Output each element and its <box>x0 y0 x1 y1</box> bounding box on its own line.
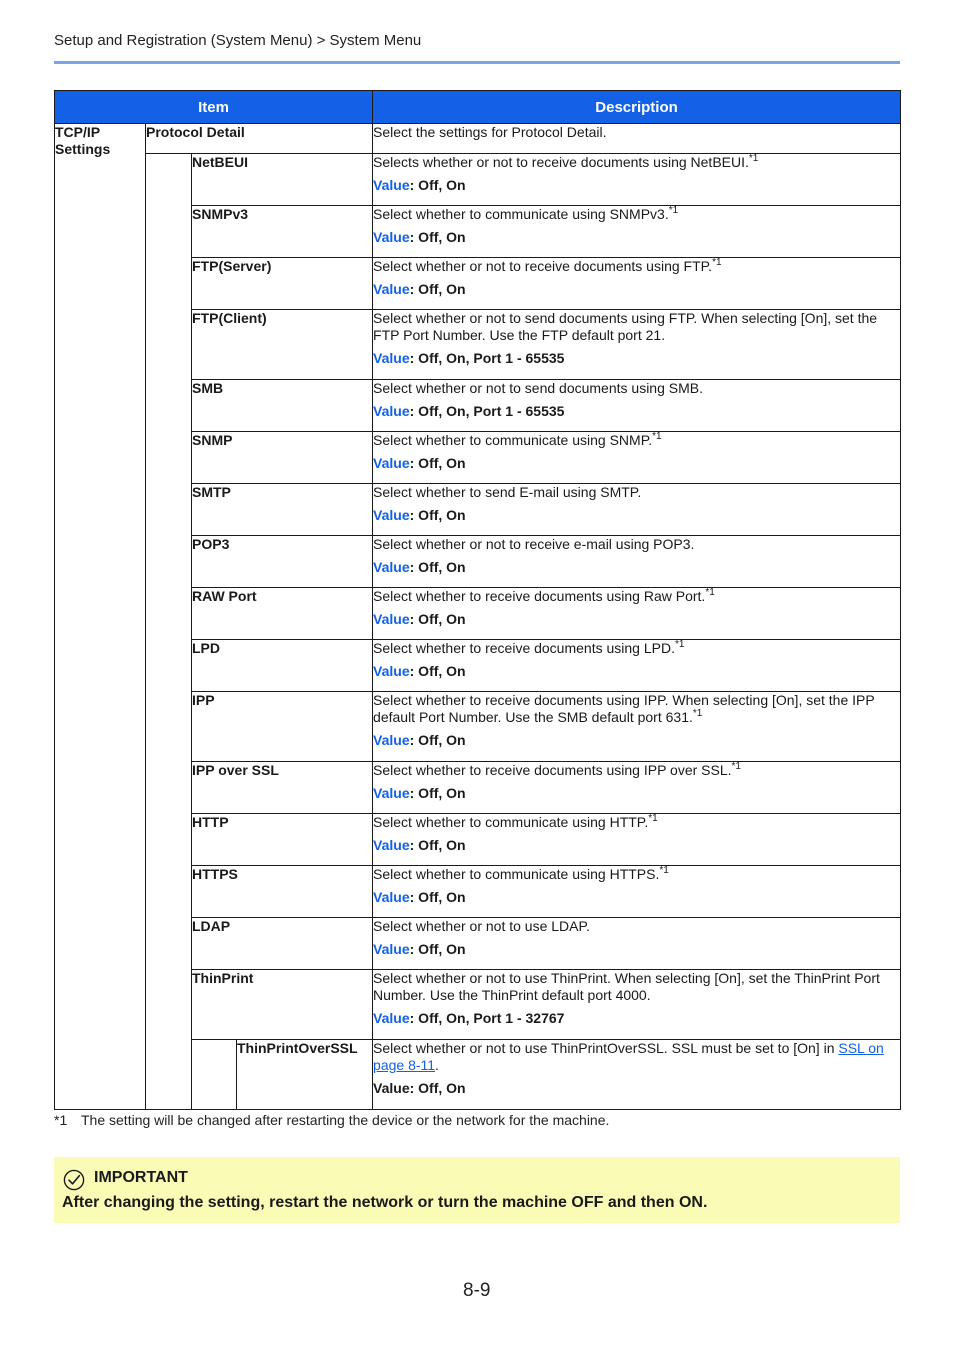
value-line <box>373 611 900 628</box>
value-options: : Off, On <box>409 455 466 471</box>
row-label <box>192 970 373 1040</box>
description-text: Select whether to receive documents using Raw Port. <box>373 588 706 604</box>
value-line <box>373 1010 900 1027</box>
value-options: : Off, On, Port 1 - 32767 <box>409 1010 565 1026</box>
description-text: Select whether to communicate using SNMP. <box>373 432 653 448</box>
row-label <box>192 640 373 692</box>
row-label-text: IPP over SSL <box>192 762 279 778</box>
description-text: Select whether or not to use ThinPrintOverSSL. SSL must be set to [On] in <box>373 1040 839 1056</box>
value-line <box>373 177 900 194</box>
description-text: Select whether or not to send documents using FTP. When selecting [On], set the FTP Port Number. Use the FTP default port 21. <box>373 310 878 343</box>
breadcrumb: Setup and Registration (System Menu) > System Menu <box>54 32 422 49</box>
value-line <box>373 1080 900 1097</box>
value-options: : Off, On <box>409 611 466 627</box>
row-description <box>373 310 901 380</box>
value-line <box>373 732 900 749</box>
footnote-reference: *1 <box>674 639 685 650</box>
description-text: Select whether or not to receive e-mail using POP3. <box>373 536 695 552</box>
row-label-text: FTP(Client) <box>192 310 267 326</box>
value-key: Value <box>373 177 410 193</box>
important-body: After changing the setting, restart the network or turn the machine OFF and then ON. <box>62 1194 708 1211</box>
description-text: Select whether or not to send documents using SMB. <box>373 380 703 396</box>
row-label-text: ThinPrintOverSSL <box>237 1040 358 1056</box>
row-description <box>373 692 901 762</box>
row-label <box>192 692 373 762</box>
settings-table <box>54 90 901 1110</box>
row-label-text: SNMP <box>192 432 233 448</box>
row-label-text: HTTPS <box>192 866 238 882</box>
value-key: Value <box>373 403 410 419</box>
row-description <box>373 762 901 814</box>
subgroup-label-text: Protocol Detail <box>146 124 245 140</box>
value-options: : Off, On <box>409 281 466 297</box>
value-options: : Off, On <box>409 229 466 245</box>
description-text: Select whether to communicate using HTTPS. <box>373 866 660 882</box>
description-line <box>373 432 900 449</box>
row-description <box>373 432 901 484</box>
description-text: Select whether or not to use LDAP. <box>373 918 590 934</box>
row-label <box>237 1040 373 1110</box>
description-line <box>373 154 900 171</box>
value-line <box>373 403 900 420</box>
row-description <box>373 258 901 310</box>
row-label-text: RAW Port <box>192 588 257 604</box>
description-line <box>373 588 900 605</box>
row-label <box>192 154 373 206</box>
row-label-text: LPD <box>192 640 220 656</box>
row-label-text: SMB <box>192 380 224 396</box>
row-description <box>373 536 901 588</box>
description-line <box>373 484 900 501</box>
row-description <box>373 484 901 536</box>
value-options: : Off, On <box>409 785 466 801</box>
description-line <box>373 536 900 553</box>
value-key: Value <box>373 1010 410 1026</box>
value-key: Value <box>373 455 410 471</box>
value-line <box>373 229 900 246</box>
value-key: Value <box>373 229 410 245</box>
description-line <box>373 380 900 397</box>
row-label-text: FTP(Server) <box>192 258 272 274</box>
indent-cell <box>146 154 192 1110</box>
value-key: Value <box>373 281 410 297</box>
description-line <box>373 866 900 883</box>
footnote-reference: *1 <box>712 257 722 268</box>
footnote-reference: *1 <box>748 153 759 164</box>
row-description <box>373 1040 901 1110</box>
footnote-text: The setting will be changed after restarting the device or the network for the machine. <box>81 1112 610 1128</box>
footnote-reference: *1 <box>652 431 662 442</box>
value-options: : Off, On <box>409 559 466 575</box>
row-label-text: POP3 <box>192 536 230 552</box>
value-options: : Off, On <box>409 507 466 523</box>
value-options: : Off, On <box>409 837 466 853</box>
row-label <box>192 380 373 432</box>
value-line <box>373 455 900 472</box>
footnote-reference: *1 <box>668 205 679 216</box>
description-text: Select whether to receive documents using LPD. <box>373 640 675 656</box>
row-description <box>373 380 901 432</box>
row-label <box>192 918 373 970</box>
footnote-reference: *1 <box>659 865 669 876</box>
description-text: Selects whether or not to receive documents using NetBEUI. <box>373 154 749 170</box>
description-text: Select whether or not to use ThinPrint. When selecting [On], set the ThinPrint Port Number. Use the ThinPrint default port 4000. <box>373 970 880 1003</box>
ssl-page-link[interactable]: SSL on page 8-11 <box>373 1040 884 1073</box>
footnote-reference: *1 <box>731 761 741 772</box>
row-label-text: NetBEUI <box>192 154 249 170</box>
description-line <box>373 970 900 1004</box>
value-key: Value <box>373 663 410 679</box>
description-text: Select whether or not to receive documents using FTP. <box>373 258 713 274</box>
value-line <box>373 889 900 906</box>
footnote-reference: *1 <box>705 587 715 598</box>
description-line <box>373 310 900 344</box>
description-line <box>373 258 900 275</box>
value-line <box>373 281 900 298</box>
footnote-mark: *1 <box>54 1112 68 1128</box>
value-options: : Off, On <box>409 663 466 679</box>
page-number: 8-9 <box>463 1280 491 1301</box>
row-description <box>373 866 901 918</box>
row-label <box>192 258 373 310</box>
value-line <box>373 837 900 854</box>
value-options: : Off, On, Port 1 - 65535 <box>409 403 565 419</box>
value-line <box>373 350 900 367</box>
description-line <box>373 1040 900 1074</box>
footnote-reference: *1 <box>648 813 658 824</box>
value-options: : Off, On <box>409 732 466 748</box>
row-description <box>373 814 901 866</box>
row-label <box>192 310 373 380</box>
value-options: : Off, On <box>409 941 466 957</box>
value-key: Value <box>373 837 410 853</box>
description-text: Select whether to send E-mail using SMTP. <box>373 484 642 500</box>
row-label <box>192 432 373 484</box>
row-label-text: HTTP <box>192 814 229 830</box>
description-text: Select whether to communicate using SNMPv3. <box>373 206 669 222</box>
value-key: Value <box>373 941 410 957</box>
value-line <box>373 507 900 524</box>
description-line <box>373 692 900 726</box>
row-label <box>192 536 373 588</box>
row-label-text: SNMPv3 <box>192 206 249 222</box>
row-label <box>192 866 373 918</box>
table-row <box>55 124 901 154</box>
column-header-item: Item <box>55 91 373 124</box>
value-key: Value <box>373 889 410 905</box>
indent-cell <box>192 1040 237 1110</box>
description-line <box>373 814 900 831</box>
value-options: : Off, On <box>409 177 466 193</box>
value-key: Value <box>373 507 410 523</box>
description-text: Select the settings for Protocol Detail. <box>373 124 607 140</box>
header-divider <box>54 61 900 64</box>
description-line <box>373 640 900 657</box>
subgroup-label-protocol-detail <box>146 124 373 154</box>
row-label-text: LDAP <box>192 918 231 934</box>
value-key: Value <box>373 350 410 366</box>
value-key: Value <box>373 785 410 801</box>
row-label-text: SMTP <box>192 484 231 500</box>
row-label-text: ThinPrint <box>192 970 254 986</box>
checkmark-circle-icon <box>63 1169 85 1191</box>
description-line <box>373 918 900 935</box>
footnote <box>54 1112 609 1128</box>
row-description <box>373 970 901 1040</box>
subgroup-description <box>373 124 901 154</box>
description-line <box>373 206 900 223</box>
row-description <box>373 918 901 970</box>
row-label <box>192 206 373 258</box>
value-line <box>373 785 900 802</box>
value-key: Value <box>373 611 410 627</box>
row-description <box>373 206 901 258</box>
row-label-text: IPP <box>192 692 215 708</box>
row-label <box>192 762 373 814</box>
group-label-text: TCP/IP Settings <box>55 124 111 157</box>
group-label-tcpip <box>55 124 146 1110</box>
important-title: IMPORTANT <box>94 1169 188 1186</box>
row-description <box>373 640 901 692</box>
value-options: : Off, On, Port 1 - 65535 <box>409 350 565 366</box>
table-row <box>55 154 901 206</box>
important-box <box>54 1157 900 1223</box>
table-header-row <box>55 91 901 124</box>
description-tail: . <box>435 1057 439 1073</box>
value-options: Value: Off, On <box>373 1080 466 1096</box>
footnote-reference: *1 <box>692 708 703 719</box>
description-text: Select whether to communicate using HTTP. <box>373 814 649 830</box>
value-key: Value <box>373 559 410 575</box>
description-text: Select whether to receive documents using IPP over SSL. <box>373 762 732 778</box>
row-label <box>192 588 373 640</box>
description-text: Select whether to receive documents using IPP. When selecting [On], set the IPP default Port Number. Use the SMB default port 631. <box>373 692 875 725</box>
row-description <box>373 154 901 206</box>
value-line <box>373 941 900 958</box>
value-line <box>373 559 900 576</box>
row-label <box>192 484 373 536</box>
value-options: : Off, On <box>409 889 466 905</box>
row-description <box>373 588 901 640</box>
description-line <box>373 762 900 779</box>
value-key: Value <box>373 732 410 748</box>
value-line <box>373 663 900 680</box>
row-label <box>192 814 373 866</box>
column-header-description: Description <box>373 91 901 124</box>
